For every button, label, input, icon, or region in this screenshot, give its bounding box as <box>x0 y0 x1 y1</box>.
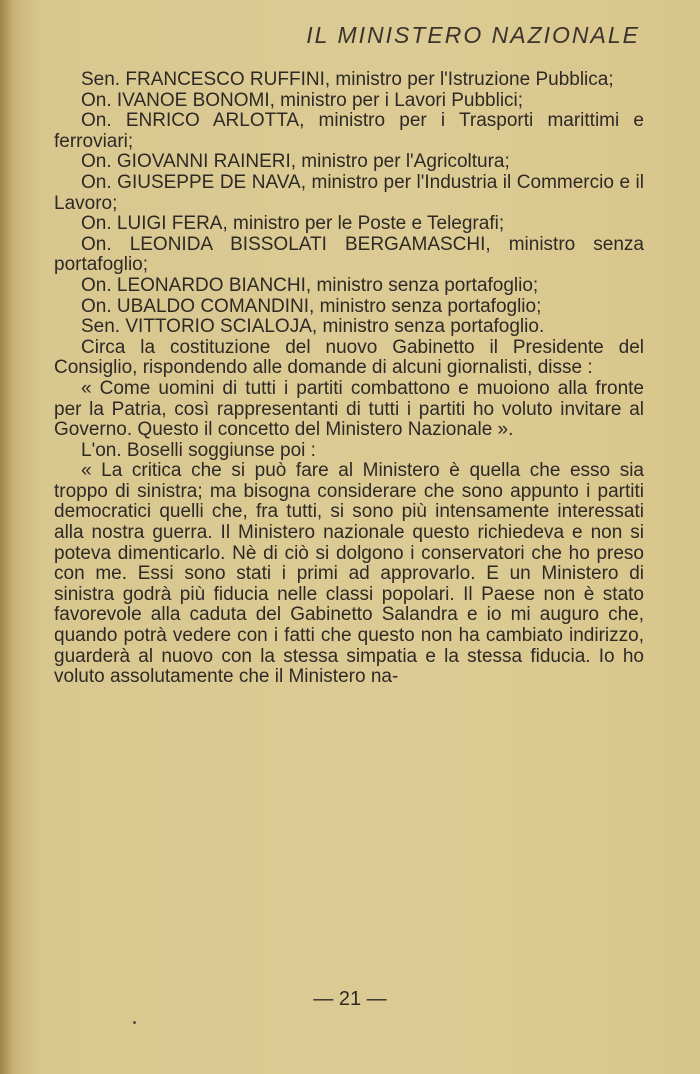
paragraph: « Come uomini di tutti i partiti combattono e muoiono alla fronte per la Patria, così rappresentanti di tutti i partiti ho voluto invitare al Governo. Questo il concetto del Ministero Nazionale ». <box>54 377 644 441</box>
paragraph: On. UBALDO COMANDINI, ministro senza portafoglio; <box>81 295 542 317</box>
page-edge <box>0 0 14 1074</box>
paragraph: Circa la costituzione del nuovo Gabinetto il Presidente del Consiglio, rispondendo alle domande di alcuni giornalisti, disse : <box>54 336 644 379</box>
paragraph: Sen. VITTORIO SCIALOJA, ministro senza portafoglio. <box>81 316 545 338</box>
paragraph: On. LEONIDA BISSOLATI BERGAMASCHI, ministro senza portafoglio; <box>54 233 644 276</box>
paragraph: On. LUIGI FERA, ministro per le Poste e Telegrafi; <box>81 213 505 235</box>
paragraph: On. ENRICO ARLOTTA, ministro per i Trasporti marittimi e ferroviari; <box>54 110 644 152</box>
paragraph: L'on. Boselli soggiunse poi : <box>81 439 316 461</box>
paragraph: On. LEONARDO BIANCHI, ministro senza portafoglio; <box>81 274 539 296</box>
paragraph: On. GIUSEPPE DE NAVA, ministro per l'Industria il Commercio e il Lavoro; <box>54 171 644 214</box>
ink-speck <box>133 1021 136 1024</box>
paragraph: On. GIOVANNI RAINERI, ministro per l'Agricoltura; <box>81 151 510 173</box>
body-text <box>54 70 644 688</box>
page-number: — 21 — <box>313 988 387 1010</box>
paragraph: Sen. FRANCESCO RUFFINI, ministro per l'Istruzione Pubblica; <box>81 69 614 90</box>
paragraph: On. IVANOE BONOMI, ministro per i Lavori Pubblici; <box>81 89 524 111</box>
paragraph: « La critica che si può fare al Ministero è quella che esso sia troppo di sinistra; ma bisogna considerare che sono appunto i partiti democratici quelli che, fra tutti, si sono più intensamente interessati alla nostra guerra. Il Ministero nazionale questo richiedeva e non si poteva dimenticarlo. Nè di ciò si dolgono i conservatori che ho preso con me. Essi sono stati i primi ad approvarlo. E un Ministero di sinistra godrà più fiducia nelle classi popolari. Il Paese non è stato favorevole alla caduta del Gabinetto Salandra e io mi auguro che, quando potrà vedere con i fatti che questo non ha cambiato indirizzo, guarderà al nuovo con la stessa simpatia e la stessa fiducia. Io ho voluto assolutamente che il Ministero na- <box>54 460 644 688</box>
running-title: IL MINISTERO NAZIONALE <box>306 22 640 48</box>
